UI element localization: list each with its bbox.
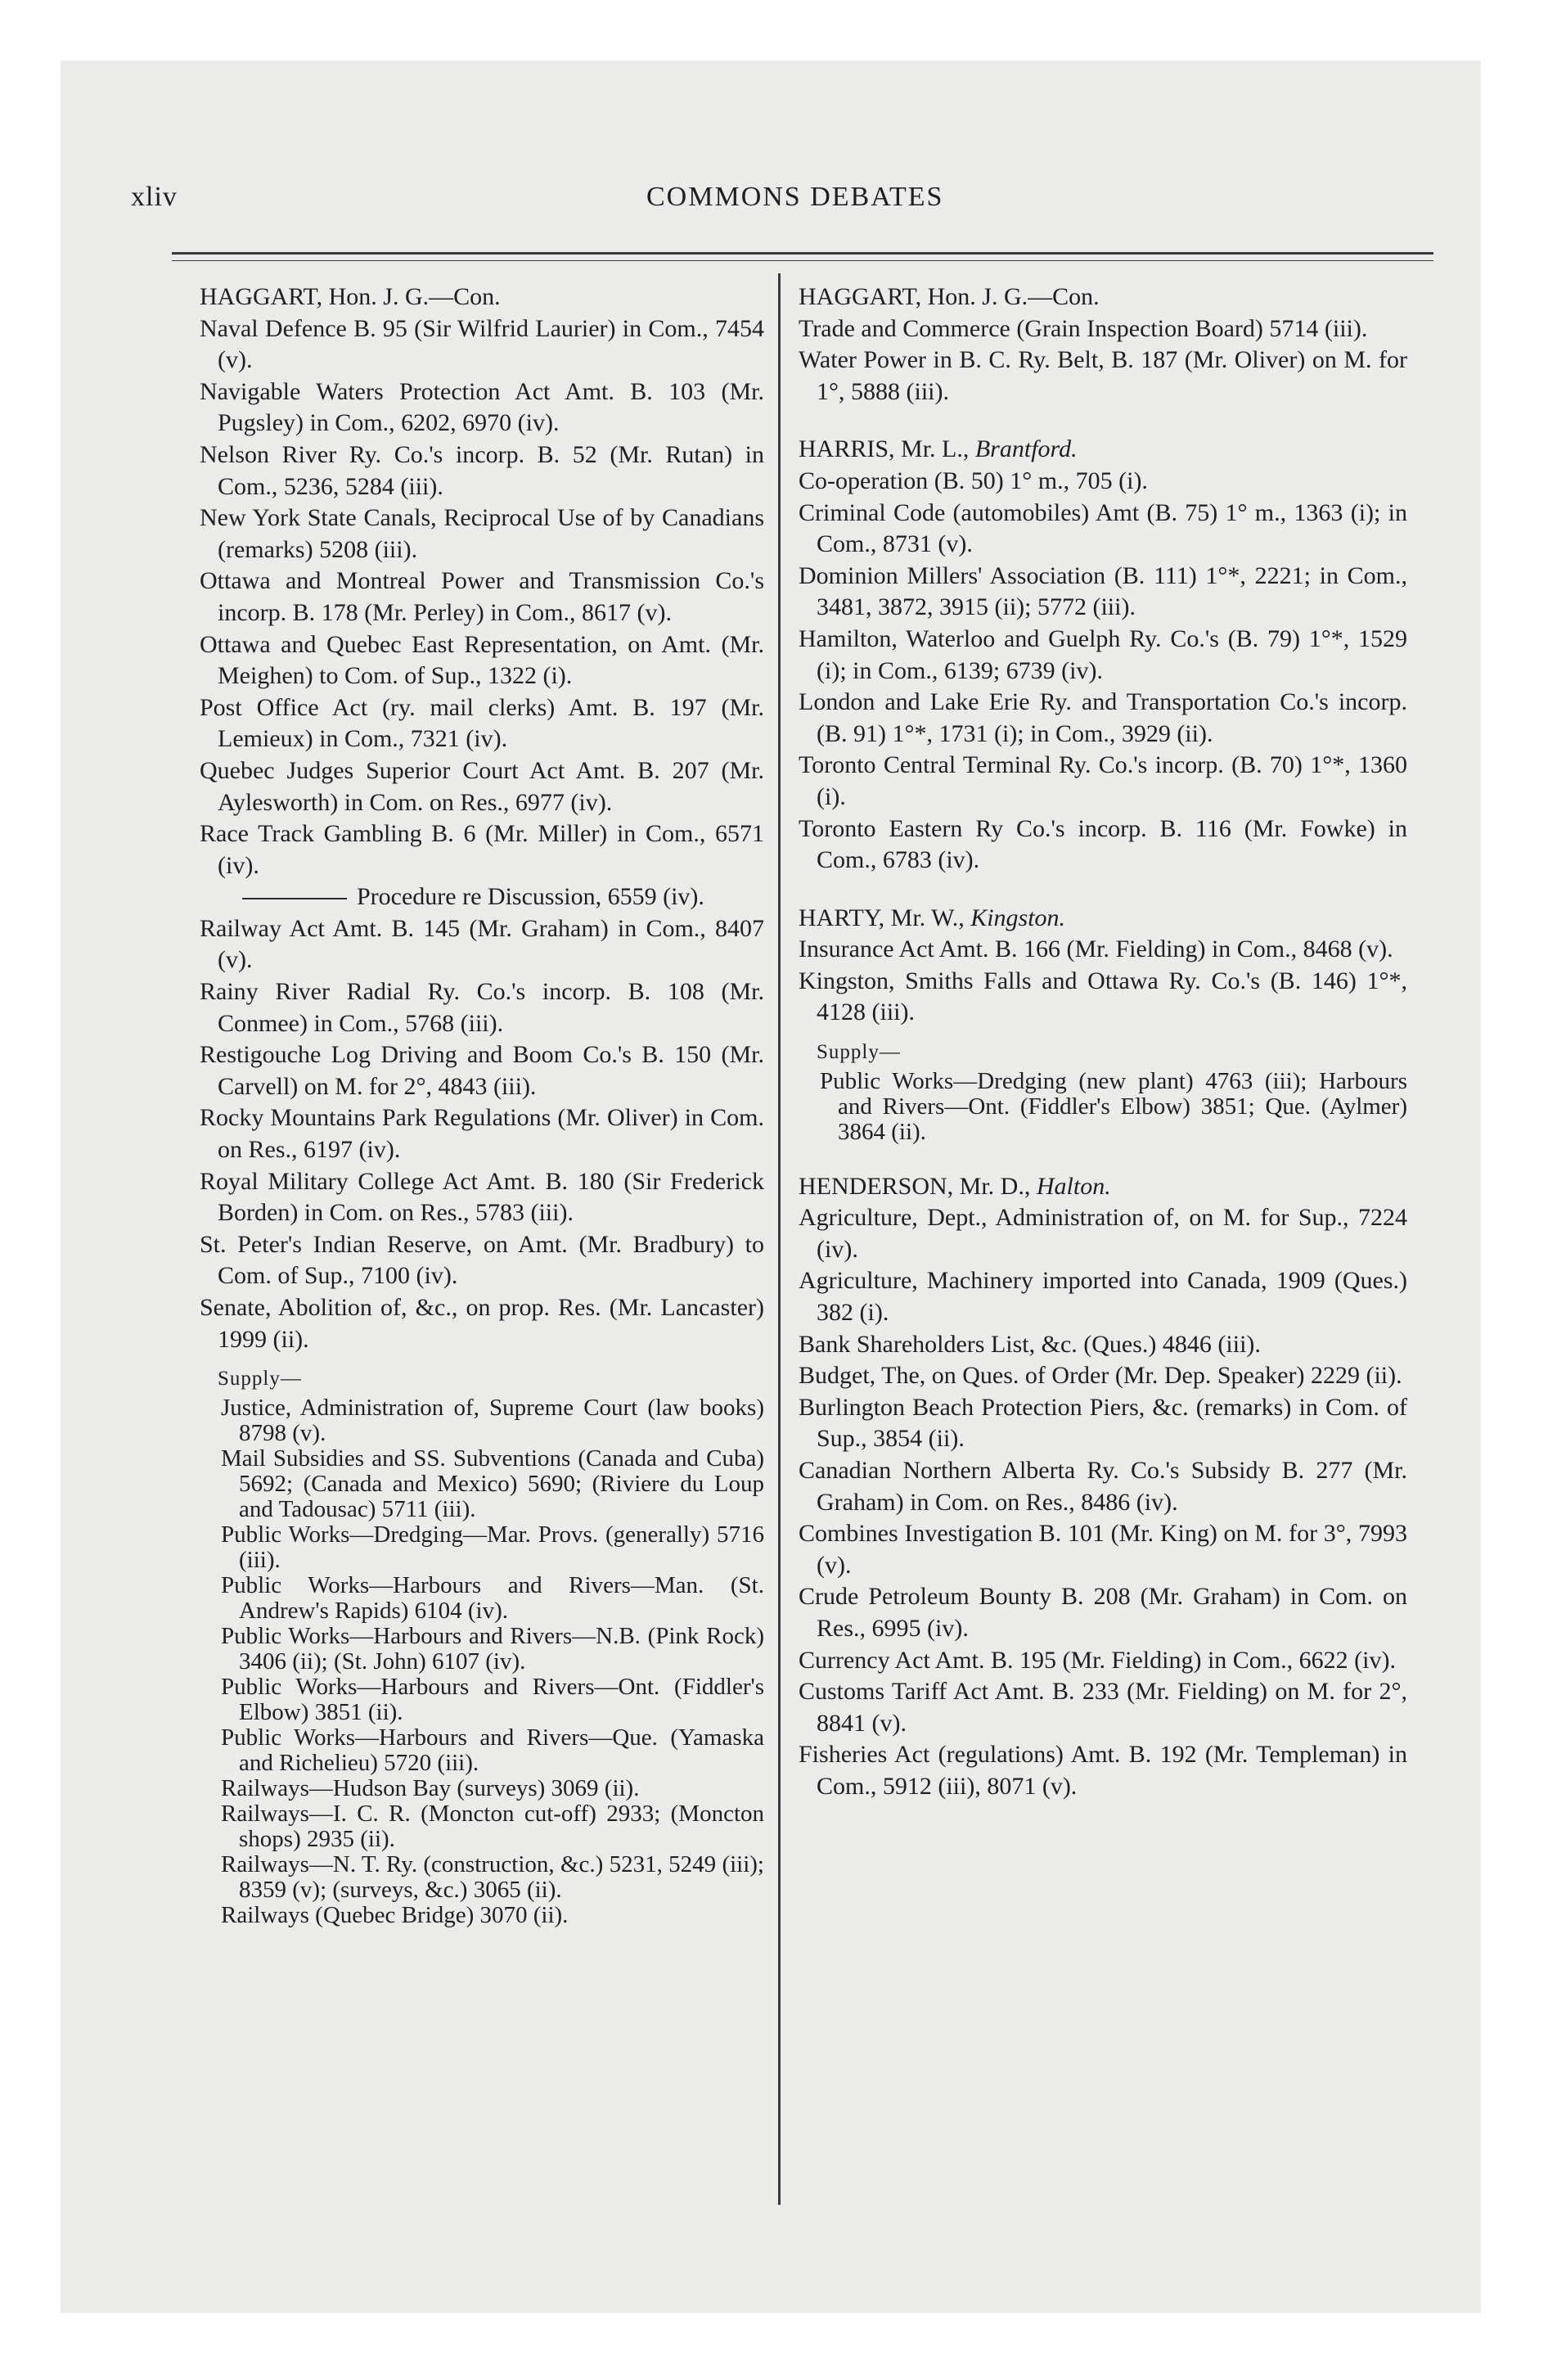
index-entry: Post Office Act (ry. mail clerks) Amt. B. 197 (Mr. Lemieux) in Com., 7321 (iv). — [200, 693, 764, 753]
index-entry: Insurance Act Amt. B. 166 (Mr. Fielding) in Com., 8468 (v). — [799, 935, 1393, 963]
index-entry: Fisheries Act (regulations) Amt. B. 192 (Mr. Templeman) in Com., 5912 (iii), 8071 (v). — [799, 1741, 1407, 1800]
supply-label: Supply— — [817, 1041, 901, 1064]
index-entry: Combines Investigation B. 101 (Mr. King) on M. for 3°, 7993 (v). — [799, 1520, 1407, 1579]
supply-label: Supply— — [218, 1368, 302, 1391]
supply-entry: Public Works—Harbours and Rivers—Man. (St. Andrew's Rapids) 6104 (iv). — [221, 1571, 764, 1624]
index-entry: Canadian Northern Alberta Ry. Co.'s Subsidy B. 277 (Mr. Graham) in Com. on Res., 8486 (iv). — [799, 1457, 1407, 1516]
constituency: Kingston. — [970, 904, 1066, 931]
index-entry: Trade and Commerce (Grain Inspection Board) 5714 (iii). — [799, 314, 1368, 342]
supply-entry: Public Works—Harbours and Rivers—Ont. (Fiddler's Elbow) 3851 (ii). — [221, 1673, 764, 1725]
index-entry: Toronto Central Terminal Ry. Co.'s incorp. (B. 70) 1°*, 1360 (i). — [799, 751, 1407, 810]
supply-entry: Public Works—Dredging (new plant) 4763 (iii); Harbours and Rivers—Ont. (Fiddler's Elbow) 3851; Que. (Aylmer) 3864 (ii). — [820, 1067, 1407, 1145]
index-entry: Quebec Judges Superior Court Act Amt. B. 207 (Mr. Aylesworth) in Com. on Res., 6977 (iv). — [200, 756, 764, 816]
index-entry: Agriculture, Dept., Administration of, on M. for Sup., 7224 (iv). — [799, 1204, 1407, 1263]
index-entry: Royal Military College Act Amt. B. 180 (Sir Frederick Borden) in Com. on Res., 5783 (iii). — [200, 1167, 764, 1227]
index-entry: Toronto Eastern Ry Co.'s incorp. B. 116 (Mr. Fowke) in Com., 6783 (iv). — [799, 814, 1407, 874]
index-entry: Criminal Code (automobiles) Amt (B. 75) 1° m., 1363 (i); in Com., 8731 (v). — [799, 498, 1407, 558]
index-entry: Nelson River Ry. Co.'s incorp. B. 52 (Mr. Rutan) in Com., 5236, 5284 (iii). — [200, 440, 764, 500]
index-entry: Railway Act Amt. B. 145 (Mr. Graham) in Com., 8407 (v). — [200, 914, 764, 974]
page-folio: xliv — [131, 182, 178, 212]
index-entry: Crude Petroleum Bounty B. 208 (Mr. Graham) in Com. on Res., 6995 (iv). — [799, 1583, 1407, 1642]
supply-entry: Public Works—Harbours and Rivers—N.B. (Pink Rock) 3406 (ii); (St. John) 6107 (iv). — [221, 1622, 764, 1675]
index-entry: Kingston, Smiths Falls and Ottawa Ry. Co.'s (B. 146) 1°*, 4128 (iii). — [799, 967, 1407, 1026]
index-entry: Co-operation (B. 50) 1° m., 705 (i). — [799, 467, 1148, 494]
index-entry: Naval Defence B. 95 (Sir Wilfrid Laurier) in Com., 7454 (v). — [200, 314, 764, 374]
index-entry: Budget, The, on Ques. of Order (Mr. Dep. Speaker) 2229 (ii). — [799, 1362, 1402, 1390]
ditto-dash — [242, 898, 347, 899]
supply-entry: Railways—N. T. Ry. (construction, &c.) 5231, 5249 (iii); 8359 (v); (surveys, &c.) 3065 (ii). — [221, 1850, 764, 1903]
index-entry: Race Track Gambling B. 6 (Mr. Miller) in Com., 6571 (iv). — [200, 820, 764, 879]
left-column — [200, 282, 764, 1928]
index-entry: Water Power in B. C. Ry. Belt, B. 187 (Mr. Oliver) on M. for 1°, 5888 (iii). — [799, 346, 1407, 405]
index-entry-procedure — [200, 881, 764, 913]
index-heading-haggart-cont: HAGGART, Hon. J. G.—Con. — [799, 283, 1100, 310]
index-entry: Customs Tariff Act Amt. B. 233 (Mr. Fielding) on M. for 2°, 8841 (v). — [799, 1678, 1407, 1737]
column-divider — [778, 273, 781, 2205]
index-heading-harris — [799, 434, 1407, 466]
running-head — [131, 182, 1483, 231]
index-entry: Ottawa and Montreal Power and Transmission Co.'s incorp. B. 178 (Mr. Perley) in Com., 8617 (v). — [200, 567, 764, 626]
index-entry: Senate, Abolition of, &c., on prop. Res. (Mr. Lancaster) 1999 (ii). — [200, 1294, 764, 1353]
index-entry: Agriculture, Machinery imported into Canada, 1909 (Ques.) 382 (i). — [799, 1267, 1407, 1327]
member-name: HARTY, Mr. W., — [799, 904, 965, 931]
index-entry: Hamilton, Waterloo and Guelph Ry. Co.'s (B. 79) 1°*, 1529 (i); in Com., 6139; 6739 (iv). — [799, 624, 1407, 684]
index-entry: Rocky Mountains Park Regulations (Mr. Oliver) in Com. on Res., 6197 (iv). — [200, 1104, 764, 1164]
supply-entry: Justice, Administration of, Supreme Court (law books) 8798 (v). — [221, 1394, 764, 1446]
right-column — [799, 282, 1407, 1803]
index-entry: Rainy River Radial Ry. Co.'s incorp. B. 108 (Mr. Conmee) in Com., 5768 (iii). — [200, 978, 764, 1037]
supply-entry: Railways—I. C. R. (Moncton cut-off) 2933; (Moncton shops) 2935 (ii). — [221, 1800, 764, 1852]
member-name: HENDERSON, Mr. D., — [799, 1172, 1031, 1200]
index-entry: London and Lake Erie Ry. and Transportation Co.'s incorp. (B. 91) 1°*, 1731 (i); in Com., 3929 (ii). — [799, 688, 1407, 747]
index-heading-henderson — [799, 1171, 1407, 1203]
supply-entry: Railways (Quebec Bridge) 3070 (ii). — [221, 1901, 569, 1928]
index-entry: Dominion Millers' Association (B. 111) 1°*, 2221; in Com., 3481, 3872, 3915 (ii); 5772 (iii). — [799, 561, 1407, 621]
index-entry: Restigouche Log Driving and Boom Co.'s B. 150 (Mr. Carvell) on M. for 2°, 4843 (iii). — [200, 1041, 764, 1100]
index-entry: Currency Act Amt. B. 195 (Mr. Fielding) in Com., 6622 (iv). — [799, 1646, 1396, 1674]
index-heading-harty — [799, 903, 1407, 935]
index-entry: Navigable Waters Protection Act Amt. B. 103 (Mr. Pugsley) in Com., 6202, 6970 (iv). — [200, 377, 764, 437]
constituency: Halton. — [1036, 1172, 1111, 1200]
supply-entry: Mail Subsidies and SS. Subventions (Canada and Cuba) 5692; (Canada and Mexico) 5690; (Riviere du Loup and Tadousac) 5711 (iii). — [221, 1445, 764, 1522]
page-title: COMMONS DEBATES — [646, 182, 944, 212]
index-entry: St. Peter's Indian Reserve, on Amt. (Mr. Bradbury) to Com. of Sup., 7100 (iv). — [200, 1230, 764, 1290]
index-entry: Bank Shareholders List, &c. (Ques.) 4846 (iii). — [799, 1330, 1261, 1358]
supply-entry: Railways—Hudson Bay (surveys) 3069 (ii). — [221, 1774, 640, 1801]
supply-entry: Public Works—Harbours and Rivers—Que. (Yamaska and Richelieu) 5720 (iii). — [221, 1724, 764, 1776]
header-rule — [172, 252, 1433, 255]
supply-entry: Public Works—Dredging—Mar. Provs. (generally) 5716 (iii). — [221, 1521, 764, 1573]
index-entry: New York State Canals, Reciprocal Use of by Canadians (remarks) 5208 (iii). — [200, 504, 764, 563]
procedure-text: Procedure re Discussion, 6559 (iv). — [357, 883, 704, 911]
constituency: Brantford. — [974, 435, 1078, 463]
index-entry: Ottawa and Quebec East Representation, on Amt. (Mr. Meighen) to Com. of Sup., 1322 (i). — [200, 630, 764, 690]
member-name: HARRIS, Mr. L., — [799, 435, 970, 463]
header-rule-thin — [172, 260, 1433, 261]
index-heading-haggart: HAGGART, Hon. J. G.—Con. — [200, 283, 501, 310]
index-entry: Burlington Beach Protection Piers, &c. (remarks) in Com. of Sup., 3854 (ii). — [799, 1393, 1407, 1453]
